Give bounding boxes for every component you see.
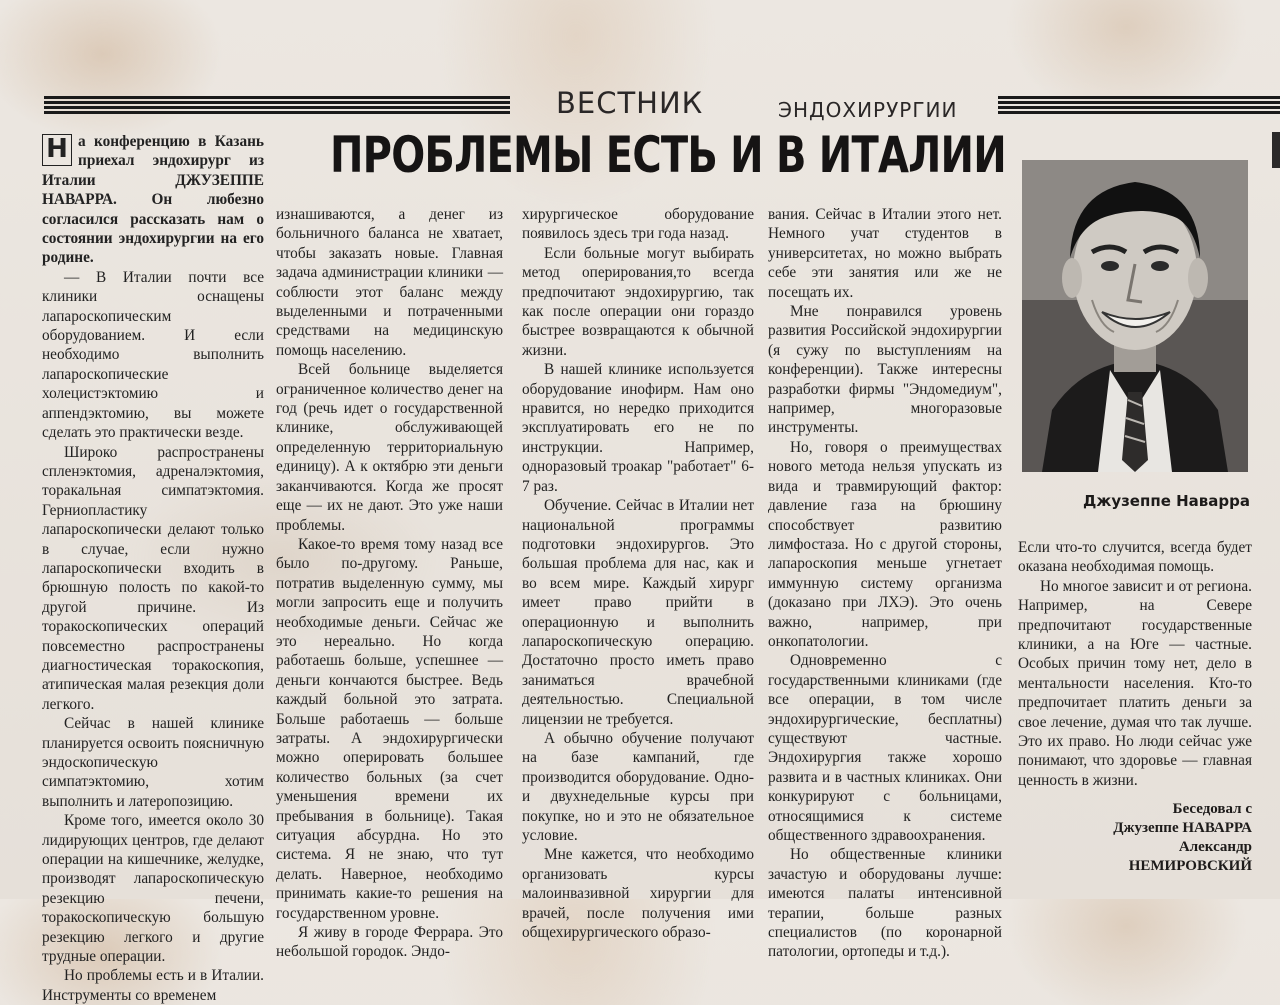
article-column-3 [522, 205, 754, 942]
paragraph: Но, говоря о преимуществах нового метода нельзя упускать из вида и травмирующий фактор: давление газа на брюшину способствует развитию лимфостаза. Но с другой стороны, лапароскопия меньше угнетает иммунную систему организма (доказано при ЛХЭ). Это очень важно, например, при онкопатологии. [768, 438, 1002, 650]
header-rule-right [998, 96, 1280, 116]
paragraph: Но многое зависит и от региона. Например, на Севере предпочитают государственные клиники, а на Юге — частные. Особых причин тому нет, дело в ментальности населения. Кто-то предпочитает платить деньги за свое лечение, думая что так лучше. Это их право. Но люди сейчас уже понимают, что здоровье — главная ценность в жизни. [1018, 577, 1252, 789]
header-rule-left [44, 96, 510, 116]
page-edge-mark [1272, 132, 1280, 168]
portrait-photo [1022, 160, 1248, 472]
paragraph: — В Италии почти все клиники оснащены лапароскопическим оборудованием. И если необходимо выполнить лапароскопические холецистэктомию и аппендэктомию, вы можете сделать это практически везде. [42, 268, 264, 442]
article-column-2 [276, 205, 503, 962]
paragraph: Широко распространены спленэктомия, адреналэктомия, торакальная симпатэктомия. Герниопластику лапароскопически делают только в случае, если нужно лапароскопически входить в брюшную полость по какой-то другой причине. Из торакоскопических операций повсеместно распространены диагностическая торакоскопия, атипическая малая резекция доли легкого. [42, 443, 264, 713]
paragraph: Если что-то случится, всегда будет оказана необходимая помощь. [1018, 539, 1252, 576]
paragraph: хирургическое оборудование появилось здесь три года назад. [522, 206, 754, 243]
article-lead [42, 132, 264, 268]
byline-author: НЕМИРОВСКИЙ [1128, 858, 1252, 874]
paragraph: Я живу в городе Феррара. Это небольшой городок. Эндо- [276, 924, 503, 961]
byline-line: Беседовал с [1172, 801, 1252, 817]
paragraph: Но проблемы есть и в Италии. Инструменты со временем [42, 967, 264, 1004]
byline-line: Джузеппе НАВАРРА [1113, 820, 1252, 836]
drop-cap: Н [42, 134, 72, 166]
section-name: ВЕСТНИК [556, 86, 704, 120]
section-subtitle: ЭНДОХИРУРГИИ [778, 98, 958, 122]
article-column-5 [1018, 538, 1252, 790]
paragraph: Обучение. Сейчас в Италии нет национальной программы подготовки эндохирургов. Это большая проблема для нас, как и во всем мире. Каждый хирург имеет право прийти в операционную и выполнить лапароскопическую операцию. Достаточно просто иметь право заниматься врачебной деятельностью. Специальной лицензии не требуется. [522, 497, 754, 728]
paragraph: вания. Сейчас в Италии этого нет. Немного учат студентов в университетах, но можно выбрать себе эти занятия или же не посещать их. [768, 206, 1002, 301]
byline [1050, 800, 1252, 876]
paragraph: Всей больнице выделяется ограниченное количество денег на год (речь идет о государственной клинике, обслуживающей определенную территориальную единицу). А к октябрю эти деньги заканчиваются. Когда же просят еще — их не дают. Это уже наши проблемы. [276, 361, 503, 534]
paragraph: А обычно обучение получают на базе кампаний, где производится оборудование. Одно- и двухнедельные курсы при покупке, но и это не обязательное условие. [522, 729, 754, 844]
photo-caption: Джузеппе Наварра [1083, 492, 1250, 510]
lead-text: а конференцию в Казань приехал эндохирург из Италии ДЖУЗЕППЕ НАВАРРА. Он любезно согласился рассказать нам о состоянии эндохирургии на его родине. [42, 133, 264, 267]
paragraph: Одновременно с государственными клиниками (где все операции, в том числе эндохирургические, бесплатны) существуют частные. Эндохирургия также хорошо развита и в частных клиниках. Они конкурируют с больницами, относящимися к системе общественного здравоохранения. [768, 652, 1002, 844]
headline: ПРОБЛЕМЫ ЕСТЬ И В ИТАЛИИ [330, 126, 1006, 184]
byline-line: Александр [1178, 839, 1252, 855]
paragraph: В нашей клинике используется оборудование инофирм. Нам оно нравится, но нередко приходится эксплуатировать его не по инструкции. Например, одноразовый троакар "работает" 6-7 раз. [522, 361, 754, 495]
paragraph: Кроме того, имеется около 30 лидирующих центров, где делают операции на кишечнике, желудке, производят лапароскопическую резекцию печени, торакоскопическую большую резекцию легкого и другие трудные операции. [42, 812, 264, 966]
paragraph: изнашиваются, а денег из больничного баланса не хватает, чтобы заказать новые. Главная задача администрации клиники — соблюсти этот баланс между выделенными и потраченными средствами на медицинскую помощь населению. [276, 206, 503, 359]
paragraph: Мне кажется, что необходимо организовать курсы малоинвазивной хирургии для врачей, после получения ими общехирургического образо- [522, 846, 754, 942]
portrait-illustration [1022, 160, 1248, 472]
paragraph: Какое-то время тому назад все было по-другому. Раньше, потратив выделенную сумму, мы могли запросить еще и получить необходимые деньги. Сейчас же это нереально. Но когда работаешь больше, успешнее — деньги кончаются быстрее. Ведь каждый больной это затрата. Больше работаешь — больше затраты. А эндохирургически можно оперировать большее количество больных (за счет уменьшения времени их пребывания в больнице). Такая ситуация абсурдна. Но это система. Я не знаю, что тут делать. Наверное, необходимо принимать какие-то решения на государственном уровне. [276, 535, 503, 922]
paragraph: Сейчас в нашей клинике планируется освоить поясничную эндоскопическую симпатэктомию, хотим выполнить и латеропозицию. [42, 715, 264, 810]
article-column-4 [768, 205, 1002, 962]
paragraph: Мне понравился уровень развития Российской эндохирургии (я сужу по выступлениям на конференции). Также интересны разработки фирмы "Эндомедиум", например, многоразовые инструменты. [768, 303, 1002, 437]
paragraph: Если больные могут выбирать метод оперирования,то всегда предпочитают эндохирургию, так как после операции они гораздо быстрее возвращаются к обычной жизни. [522, 244, 754, 359]
paragraph: Но общественные клиники зачастую и оборудованы лучше: имеются палаты интенсивной терапии, больше разных специалистов (по коронарной патологии, ортопеды и т.д.). [768, 846, 1002, 961]
article-column-1 [42, 132, 264, 1005]
